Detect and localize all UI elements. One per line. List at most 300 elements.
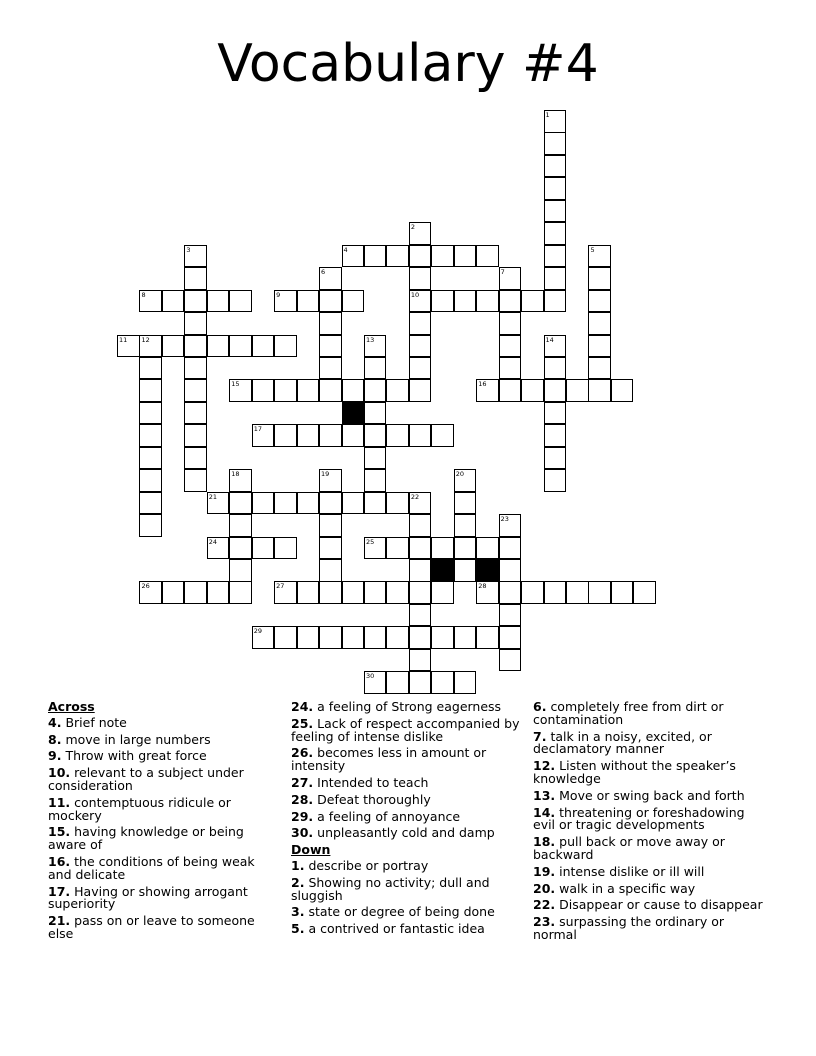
grid-cell[interactable] bbox=[544, 357, 567, 380]
grid-cell[interactable] bbox=[139, 447, 162, 470]
clue-item bbox=[291, 701, 521, 714]
clue-item bbox=[48, 915, 263, 941]
grid-cell[interactable] bbox=[274, 537, 297, 560]
grid-cell[interactable] bbox=[386, 245, 409, 268]
grid-cell[interactable] bbox=[364, 581, 387, 604]
clue-text: talk in a noisy, excited, or declamatory manner bbox=[533, 728, 712, 757]
grid-cell[interactable] bbox=[319, 335, 342, 358]
grid-cell[interactable] bbox=[431, 626, 454, 649]
cell-number: 8 bbox=[141, 290, 146, 299]
cell-number: 14 bbox=[545, 335, 554, 344]
clue-item bbox=[48, 794, 263, 823]
grid-cell[interactable] bbox=[544, 155, 567, 178]
clue-text: Brief note bbox=[65, 714, 127, 730]
grid-cell[interactable] bbox=[454, 514, 477, 537]
grid-cell[interactable] bbox=[364, 492, 387, 515]
clue-number: 1. bbox=[291, 857, 305, 873]
grid-cell[interactable] bbox=[454, 626, 477, 649]
clue-number: 19. bbox=[533, 863, 556, 879]
grid-cell[interactable] bbox=[364, 357, 387, 380]
grid-cell[interactable] bbox=[454, 245, 477, 268]
grid-cell[interactable] bbox=[229, 537, 252, 560]
grid-cell[interactable] bbox=[184, 469, 207, 492]
grid-cell[interactable] bbox=[319, 424, 342, 447]
grid-cell[interactable] bbox=[319, 559, 342, 582]
grid-cell[interactable] bbox=[319, 514, 342, 537]
grid-cell[interactable] bbox=[297, 581, 320, 604]
grid-cell[interactable] bbox=[342, 626, 365, 649]
grid-cell[interactable] bbox=[342, 290, 365, 313]
grid-cell[interactable] bbox=[252, 424, 275, 447]
grid-cell[interactable] bbox=[409, 335, 432, 358]
grid-cell[interactable] bbox=[297, 492, 320, 515]
grid-cell[interactable] bbox=[588, 267, 611, 290]
clue-text: Intended to teach bbox=[317, 774, 429, 790]
grid-cell[interactable] bbox=[207, 335, 230, 358]
cell-number: 23 bbox=[500, 515, 509, 524]
clue-text: pull back or move away or backward bbox=[533, 834, 725, 862]
cell-number: 10 bbox=[410, 290, 420, 299]
grid-cell[interactable] bbox=[139, 469, 162, 492]
grid-cell[interactable] bbox=[184, 581, 207, 604]
page-title: Vocabulary #4 bbox=[217, 34, 599, 94]
grid-cell[interactable] bbox=[499, 649, 522, 672]
cell-number: 30 bbox=[365, 672, 375, 681]
clues-column-3 bbox=[533, 701, 768, 946]
grid-cell[interactable] bbox=[476, 245, 499, 268]
grid-cell[interactable] bbox=[431, 245, 454, 268]
grid-cell[interactable] bbox=[386, 581, 409, 604]
clue-item bbox=[291, 747, 521, 773]
grid-cell[interactable] bbox=[431, 671, 454, 694]
grid-cell[interactable] bbox=[184, 245, 207, 268]
grid-cell[interactable] bbox=[274, 492, 297, 515]
cell-number: 19 bbox=[321, 470, 330, 479]
grid-cell[interactable] bbox=[476, 581, 499, 604]
grid-cell[interactable] bbox=[139, 379, 162, 402]
clue-item bbox=[533, 899, 768, 912]
down-heading: Down bbox=[291, 842, 331, 858]
grid-cell[interactable] bbox=[588, 312, 611, 335]
grid-cell[interactable] bbox=[252, 335, 275, 358]
clue-number: 2. bbox=[291, 874, 305, 890]
cell-number: 2 bbox=[410, 223, 415, 232]
clue-item bbox=[48, 883, 263, 912]
clue-text: Lack of respect accompanied by feeling of intense dislike bbox=[291, 715, 520, 744]
clue-item bbox=[533, 787, 768, 803]
grid-cell[interactable] bbox=[229, 290, 252, 313]
clue-number: 14. bbox=[533, 804, 556, 820]
grid-cell[interactable] bbox=[274, 626, 297, 649]
clue-item bbox=[48, 853, 263, 882]
grid-cell[interactable] bbox=[274, 290, 297, 313]
grid-cell[interactable] bbox=[431, 424, 454, 447]
grid-cell[interactable] bbox=[342, 581, 365, 604]
grid-cell[interactable] bbox=[274, 379, 297, 402]
grid-cell[interactable] bbox=[588, 581, 611, 604]
grid-cell[interactable] bbox=[139, 424, 162, 447]
black-square bbox=[342, 402, 365, 425]
cell-number: 4 bbox=[343, 245, 348, 254]
grid-cell[interactable] bbox=[544, 290, 567, 313]
grid-cell[interactable] bbox=[499, 537, 522, 560]
grid-cell[interactable] bbox=[297, 290, 320, 313]
clue-number: 27. bbox=[291, 774, 314, 790]
clue-item bbox=[533, 701, 768, 727]
grid-cell[interactable] bbox=[409, 357, 432, 380]
grid-cell[interactable] bbox=[544, 110, 567, 133]
grid-cell[interactable] bbox=[364, 447, 387, 470]
grid-cell[interactable] bbox=[544, 379, 567, 402]
grid-cell[interactable] bbox=[386, 626, 409, 649]
grid-cell[interactable] bbox=[139, 335, 162, 358]
clue-number: 22. bbox=[533, 897, 556, 913]
clue-number: 16. bbox=[48, 853, 71, 869]
grid-cell[interactable] bbox=[319, 581, 342, 604]
grid-cell[interactable] bbox=[499, 379, 522, 402]
clue-item bbox=[291, 715, 521, 744]
grid-cell[interactable] bbox=[499, 581, 522, 604]
grid-cell[interactable] bbox=[611, 581, 634, 604]
grid-cell[interactable] bbox=[207, 492, 230, 515]
clue-text: Defeat thoroughly bbox=[317, 791, 431, 807]
clue-item bbox=[291, 874, 521, 903]
grid-cell[interactable] bbox=[364, 671, 387, 694]
cell-number: 1 bbox=[545, 111, 550, 119]
grid-cell[interactable] bbox=[409, 649, 432, 672]
clue-text: Move or swing back and forth bbox=[559, 787, 745, 803]
clue-item bbox=[291, 791, 521, 807]
grid-cell[interactable] bbox=[386, 424, 409, 447]
clue-item bbox=[291, 827, 521, 840]
clue-number: 5. bbox=[291, 921, 305, 937]
clue-number: 6. bbox=[533, 699, 547, 714]
grid-cell[interactable] bbox=[274, 335, 297, 358]
grid-cell[interactable] bbox=[499, 357, 522, 380]
grid-cell[interactable] bbox=[409, 424, 432, 447]
grid-cell[interactable] bbox=[476, 537, 499, 560]
grid-cell[interactable] bbox=[386, 379, 409, 402]
clue-item bbox=[533, 880, 768, 896]
grid-cell[interactable] bbox=[431, 537, 454, 560]
grid-cell[interactable] bbox=[544, 335, 567, 358]
grid-cell[interactable] bbox=[499, 267, 522, 290]
grid-cell[interactable] bbox=[454, 671, 477, 694]
cell-number: 15 bbox=[231, 380, 240, 389]
cell-number: 16 bbox=[478, 380, 487, 389]
clue-number: 29. bbox=[291, 808, 314, 824]
clue-item bbox=[533, 804, 768, 833]
grid-cell[interactable] bbox=[409, 514, 432, 537]
cell-number: 3 bbox=[186, 245, 191, 254]
grid-cell[interactable] bbox=[319, 379, 342, 402]
clue-item bbox=[533, 863, 768, 879]
grid-cell[interactable] bbox=[521, 379, 544, 402]
grid-cell[interactable] bbox=[544, 402, 567, 425]
grid-cell[interactable] bbox=[207, 537, 230, 560]
grid-cell[interactable] bbox=[521, 290, 544, 313]
clue-item bbox=[291, 923, 521, 936]
grid-cell[interactable] bbox=[252, 492, 275, 515]
cell-number: 7 bbox=[500, 268, 505, 277]
grid-cell[interactable] bbox=[566, 581, 589, 604]
grid-cell[interactable] bbox=[342, 245, 365, 268]
grid-cell[interactable] bbox=[409, 245, 432, 268]
clue-text: Showing no activity; dull and sluggish bbox=[291, 874, 490, 903]
clue-item bbox=[291, 774, 521, 790]
grid-cell[interactable] bbox=[476, 626, 499, 649]
grid-cell[interactable] bbox=[544, 222, 567, 245]
grid-cell[interactable] bbox=[386, 537, 409, 560]
grid-cell[interactable] bbox=[297, 626, 320, 649]
cell-number: 13 bbox=[365, 335, 375, 344]
grid-cell[interactable] bbox=[252, 379, 275, 402]
grid-cell[interactable] bbox=[364, 626, 387, 649]
clue-item bbox=[48, 714, 263, 730]
grid-cell[interactable] bbox=[342, 492, 365, 515]
grid-cell[interactable] bbox=[544, 245, 567, 268]
grid-cell[interactable] bbox=[162, 290, 185, 313]
grid-cell[interactable] bbox=[184, 357, 207, 380]
grid-cell[interactable] bbox=[184, 290, 207, 313]
clue-text: contemptuous ridicule or mockery bbox=[48, 794, 231, 823]
grid-cell[interactable] bbox=[454, 469, 477, 492]
grid-cell[interactable] bbox=[184, 379, 207, 402]
grid-cell[interactable] bbox=[544, 267, 567, 290]
across-heading: Across bbox=[48, 699, 95, 714]
clue-item bbox=[48, 767, 263, 793]
grid-cell[interactable] bbox=[184, 424, 207, 447]
grid-cell[interactable] bbox=[139, 492, 162, 515]
clue-text: Having or showing arrogant superiority bbox=[48, 883, 248, 912]
grid-cell[interactable] bbox=[544, 177, 567, 200]
grid-cell[interactable] bbox=[319, 267, 342, 290]
grid-cell[interactable] bbox=[588, 379, 611, 402]
clue-number: 20. bbox=[533, 880, 556, 896]
clue-number: 3. bbox=[291, 904, 305, 920]
clue-number: 7. bbox=[533, 728, 547, 744]
grid-cell[interactable] bbox=[588, 290, 611, 313]
grid-cell[interactable] bbox=[319, 626, 342, 649]
grid-cell[interactable] bbox=[521, 581, 544, 604]
grid-cell[interactable] bbox=[207, 581, 230, 604]
grid-cell[interactable] bbox=[431, 581, 454, 604]
clue-number: 30. bbox=[291, 825, 314, 841]
grid-cell[interactable] bbox=[319, 290, 342, 313]
clue-text: having knowledge or being aware of bbox=[48, 824, 244, 853]
clue-number: 23. bbox=[533, 914, 556, 930]
grid-cell[interactable] bbox=[544, 469, 567, 492]
grid-cell[interactable] bbox=[252, 537, 275, 560]
clue-text: describe or portray bbox=[308, 857, 429, 873]
clue-text: unpleasantly cold and damp bbox=[317, 825, 495, 841]
grid-cell[interactable] bbox=[499, 514, 522, 537]
grid-cell[interactable] bbox=[229, 469, 252, 492]
clue-text: a feeling of Strong eagerness bbox=[317, 699, 502, 714]
grid-cell[interactable] bbox=[544, 447, 567, 470]
clue-item bbox=[533, 916, 768, 942]
grid-cell[interactable] bbox=[544, 581, 567, 604]
grid-cell[interactable] bbox=[319, 469, 342, 492]
black-square bbox=[431, 559, 454, 582]
grid-cell[interactable] bbox=[499, 604, 522, 627]
grid-cell[interactable] bbox=[454, 559, 477, 582]
cell-number: 29 bbox=[253, 627, 262, 636]
grid-cell[interactable] bbox=[544, 132, 567, 155]
grid-cell[interactable] bbox=[409, 222, 432, 245]
grid-cell[interactable] bbox=[409, 492, 432, 515]
cell-number: 17 bbox=[253, 425, 262, 434]
clue-number: 25. bbox=[291, 715, 314, 731]
grid-cell[interactable] bbox=[364, 402, 387, 425]
grid-cell[interactable] bbox=[409, 626, 432, 649]
grid-cell[interactable] bbox=[297, 379, 320, 402]
grid-cell[interactable] bbox=[454, 537, 477, 560]
grid-cell[interactable] bbox=[364, 245, 387, 268]
clue-item bbox=[48, 731, 263, 747]
grid-cell[interactable] bbox=[319, 357, 342, 380]
grid-cell[interactable] bbox=[139, 357, 162, 380]
grid-cell[interactable] bbox=[588, 357, 611, 380]
cell-number: 22 bbox=[410, 492, 420, 501]
clue-number: 21. bbox=[48, 913, 71, 929]
grid-cell[interactable] bbox=[229, 335, 252, 358]
grid-cell[interactable] bbox=[274, 424, 297, 447]
grid-cell[interactable] bbox=[409, 537, 432, 560]
grid-cell[interactable] bbox=[588, 335, 611, 358]
grid-cell[interactable] bbox=[499, 559, 522, 582]
cell-number: 5 bbox=[590, 245, 595, 254]
clue-item bbox=[533, 728, 768, 757]
clue-text: move in large numbers bbox=[65, 731, 211, 747]
grid-cell[interactable] bbox=[409, 290, 432, 313]
cell-number: 18 bbox=[231, 470, 240, 479]
grid-cell[interactable] bbox=[229, 379, 252, 402]
cell-number: 20 bbox=[455, 470, 465, 479]
cell-number: 24 bbox=[208, 537, 218, 546]
grid-cell[interactable] bbox=[544, 200, 567, 223]
grid-cell[interactable] bbox=[162, 581, 185, 604]
clue-number: 8. bbox=[48, 731, 62, 747]
clue-number: 15. bbox=[48, 824, 71, 840]
clue-text: Throw with great force bbox=[65, 748, 207, 764]
clue-text: Listen without the speaker’s knowledge bbox=[533, 758, 736, 786]
clue-text: completely free from dirt or contamination bbox=[533, 699, 724, 727]
grid-cell[interactable] bbox=[364, 469, 387, 492]
black-square bbox=[476, 559, 499, 582]
grid-cell[interactable] bbox=[409, 312, 432, 335]
clue-text: relevant to a subject under consideration bbox=[48, 765, 244, 793]
grid-cell[interactable] bbox=[409, 604, 432, 627]
clue-number: 12. bbox=[533, 758, 556, 774]
grid-cell[interactable] bbox=[454, 492, 477, 515]
grid-cell[interactable] bbox=[229, 581, 252, 604]
grid-cell[interactable] bbox=[544, 424, 567, 447]
grid-cell[interactable] bbox=[139, 402, 162, 425]
grid-cell[interactable] bbox=[499, 312, 522, 335]
grid-cell[interactable] bbox=[184, 335, 207, 358]
clue-text: becomes less in amount or intensity bbox=[291, 745, 487, 774]
clue-text: walk in a specific way bbox=[559, 880, 696, 896]
grid-cell[interactable] bbox=[588, 245, 611, 268]
grid-cell[interactable] bbox=[319, 312, 342, 335]
cell-number: 6 bbox=[321, 268, 326, 277]
clue-text: surpassing the ordinary or normal bbox=[533, 914, 724, 942]
grid-cell[interactable] bbox=[364, 537, 387, 560]
grid-cell[interactable] bbox=[184, 267, 207, 290]
cell-number: 25 bbox=[365, 537, 375, 546]
clue-item bbox=[291, 808, 521, 824]
grid-cell[interactable] bbox=[386, 492, 409, 515]
grid-cell[interactable] bbox=[139, 290, 162, 313]
grid-cell[interactable] bbox=[499, 335, 522, 358]
grid-cell[interactable] bbox=[499, 290, 522, 313]
grid-cell[interactable] bbox=[184, 402, 207, 425]
clue-number: 18. bbox=[533, 834, 556, 850]
grid-cell[interactable] bbox=[409, 267, 432, 290]
grid-cell[interactable] bbox=[229, 492, 252, 515]
clue-text: Disappear or cause to disappear bbox=[559, 897, 763, 913]
grid-cell[interactable] bbox=[184, 447, 207, 470]
clue-item bbox=[533, 836, 768, 862]
grid-cell[interactable] bbox=[409, 671, 432, 694]
grid-cell[interactable] bbox=[207, 290, 230, 313]
clue-number: 17. bbox=[48, 883, 71, 899]
grid-cell[interactable] bbox=[139, 581, 162, 604]
grid-cell[interactable] bbox=[252, 626, 275, 649]
grid-cell[interactable] bbox=[364, 335, 387, 358]
grid-cell[interactable] bbox=[611, 379, 634, 402]
grid-cell[interactable] bbox=[566, 379, 589, 402]
grid-cell[interactable] bbox=[229, 559, 252, 582]
grid-cell[interactable] bbox=[319, 492, 342, 515]
grid-cell[interactable] bbox=[499, 626, 522, 649]
grid-cell[interactable] bbox=[409, 559, 432, 582]
grid-cell[interactable] bbox=[117, 335, 140, 358]
clue-item bbox=[291, 906, 521, 919]
clue-item bbox=[48, 826, 263, 852]
grid-cell[interactable] bbox=[476, 379, 499, 402]
grid-cell[interactable] bbox=[319, 537, 342, 560]
clue-number: 10. bbox=[48, 765, 71, 781]
grid-cell[interactable] bbox=[342, 424, 365, 447]
clue-item bbox=[533, 760, 768, 786]
clue-number: 4. bbox=[48, 714, 62, 730]
cell-number: 11 bbox=[119, 335, 128, 344]
grid-cell[interactable] bbox=[431, 290, 454, 313]
clue-number: 9. bbox=[48, 748, 62, 764]
grid-cell[interactable] bbox=[633, 581, 656, 604]
clue-item bbox=[291, 857, 521, 873]
grid-cell[interactable] bbox=[409, 379, 432, 402]
grid-cell[interactable] bbox=[364, 424, 387, 447]
grid-cell[interactable] bbox=[229, 514, 252, 537]
grid-cell[interactable] bbox=[139, 514, 162, 537]
grid-cell[interactable] bbox=[342, 379, 365, 402]
grid-cell[interactable] bbox=[184, 312, 207, 335]
grid-cell[interactable] bbox=[476, 290, 499, 313]
grid-cell[interactable] bbox=[274, 581, 297, 604]
grid-cell[interactable] bbox=[364, 379, 387, 402]
clue-number: 28. bbox=[291, 791, 314, 807]
clues-column-2 bbox=[291, 701, 521, 940]
grid-cell[interactable] bbox=[162, 335, 185, 358]
grid-cell[interactable] bbox=[386, 671, 409, 694]
grid-cell[interactable] bbox=[297, 424, 320, 447]
grid-cell[interactable] bbox=[409, 581, 432, 604]
clue-text: state or degree of being done bbox=[308, 904, 495, 920]
grid-cell[interactable] bbox=[454, 290, 477, 313]
